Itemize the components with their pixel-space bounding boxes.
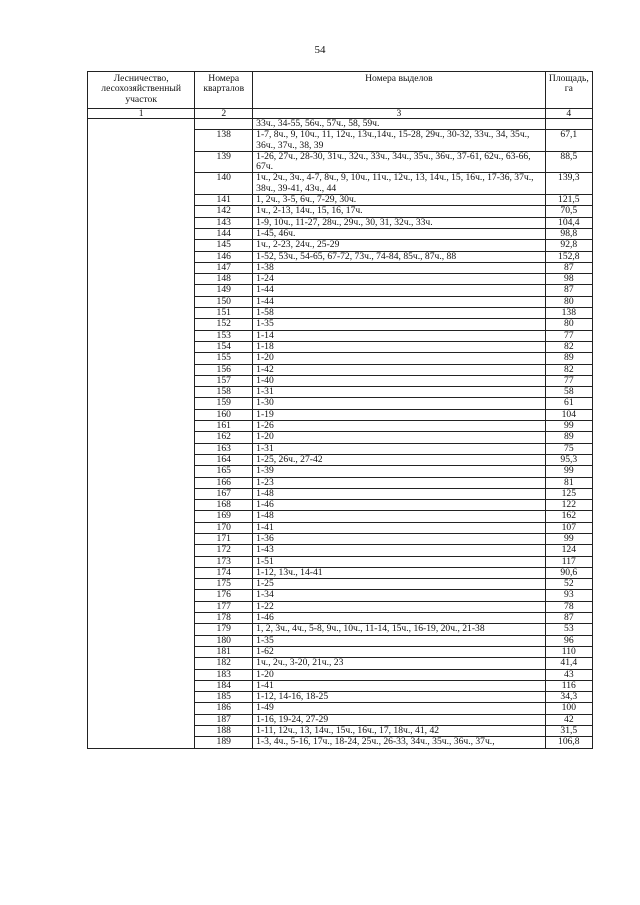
area-cell: 99 xyxy=(545,533,592,544)
area-cell: 125 xyxy=(545,488,592,499)
allotments-cell: 1-42 xyxy=(253,364,545,375)
quarter-cell: 165 xyxy=(195,466,253,477)
area-cell: 53 xyxy=(545,624,592,635)
area-cell: 89 xyxy=(545,432,592,443)
area-cell: 93 xyxy=(545,590,592,601)
quarter-cell: 146 xyxy=(195,251,253,262)
allotments-cell: 1-25, 26ч., 27-42 xyxy=(253,454,545,465)
allotments-cell: 1-12, 13ч., 14-41 xyxy=(253,567,545,578)
quarter-cell: 148 xyxy=(195,274,253,285)
allotments-cell: 1-40 xyxy=(253,375,545,386)
quarter-cell: 179 xyxy=(195,624,253,635)
quarter-cell: 151 xyxy=(195,308,253,319)
quarter-cell: 160 xyxy=(195,409,253,420)
area-cell: 52 xyxy=(545,579,592,590)
allotments-cell: 1-20 xyxy=(253,432,545,443)
quarter-cell: 155 xyxy=(195,353,253,364)
allotments-cell: 1-12, 14-16, 18-25 xyxy=(253,692,545,703)
allotments-cell: 1-36 xyxy=(253,533,545,544)
area-cell: 98,8 xyxy=(545,228,592,239)
area-cell: 99 xyxy=(545,421,592,432)
area-cell: 80 xyxy=(545,296,592,307)
quarter-cell: 170 xyxy=(195,522,253,533)
allotments-cell: 1ч., 2-13, 14ч., 15, 16, 17ч. xyxy=(253,206,545,217)
table-row xyxy=(88,119,593,130)
allotments-cell: 1-34 xyxy=(253,590,545,601)
area-cell: 43 xyxy=(545,669,592,680)
allotments-cell: 1-44 xyxy=(253,296,545,307)
area-cell: 81 xyxy=(545,477,592,488)
allotments-cell: 1-51 xyxy=(253,556,545,567)
allotments-cell: 1-35 xyxy=(253,319,545,330)
quarter-cell: 140 xyxy=(195,173,253,195)
quarter-cell: 145 xyxy=(195,240,253,251)
allotments-cell: 1-14 xyxy=(253,330,545,341)
header-allotments: Номера выделов xyxy=(253,72,545,109)
allotments-cell: 1-23 xyxy=(253,477,545,488)
quarter-cell: 153 xyxy=(195,330,253,341)
allotments-cell: 1ч., 2-23, 24ч., 25-29 xyxy=(253,240,545,251)
allotments-cell: 1-45, 46ч. xyxy=(253,228,545,239)
quarter-cell: 157 xyxy=(195,375,253,386)
quarter-cell: 175 xyxy=(195,579,253,590)
allotments-cell: 1-26 xyxy=(253,421,545,432)
area-cell: 99 xyxy=(545,466,592,477)
area-cell: 42 xyxy=(545,714,592,725)
quarter-cell: 185 xyxy=(195,692,253,703)
area-cell: 122 xyxy=(545,500,592,511)
quarter-cell: 174 xyxy=(195,567,253,578)
quarter-cell: 176 xyxy=(195,590,253,601)
page-number: 54 xyxy=(314,44,326,56)
quarter-cell: 167 xyxy=(195,488,253,499)
allotments-cell: 1-48 xyxy=(253,488,545,499)
quarter-cell: 166 xyxy=(195,477,253,488)
allotments-cell: 1-49 xyxy=(253,703,545,714)
area-cell: 106,8 xyxy=(545,737,592,748)
area-cell: 121,5 xyxy=(545,195,592,206)
area-cell: 138 xyxy=(545,308,592,319)
header-quarters: Номера кварталов xyxy=(195,72,253,109)
quarter-cell: 156 xyxy=(195,364,253,375)
area-cell: 92,8 xyxy=(545,240,592,251)
allotments-cell: 1ч., 2ч., 3-20, 21ч., 23 xyxy=(253,658,545,669)
allotments-cell: 1-52, 53ч., 54-65, 67-72, 73ч., 74-84, 85ч., 87ч., 88 xyxy=(253,251,545,262)
area-cell: 124 xyxy=(545,545,592,556)
area-cell: 117 xyxy=(545,556,592,567)
column-number: 3 xyxy=(253,109,545,119)
quarter-cell: 186 xyxy=(195,703,253,714)
allotments-cell: 1-22 xyxy=(253,601,545,612)
allotments-cell: 33ч., 34-55, 56ч., 57ч., 58, 59ч. xyxy=(253,119,545,130)
allotments-cell: 1-48 xyxy=(253,511,545,522)
quarter-cell: 171 xyxy=(195,533,253,544)
allotments-cell: 1-3, 4ч., 5-16, 17ч., 18-24, 25ч., 26-33, 34ч., 35ч., 36ч., 37ч., xyxy=(253,737,545,748)
column-number: 4 xyxy=(545,109,592,119)
column-number: 1 xyxy=(88,109,195,119)
quarter-cell: 178 xyxy=(195,613,253,624)
area-cell: 31,5 xyxy=(545,726,592,737)
area-cell: 77 xyxy=(545,375,592,386)
allotments-cell: 1-46 xyxy=(253,613,545,624)
area-cell: 80 xyxy=(545,319,592,330)
column-number-row xyxy=(88,109,593,119)
quarter-cell: 173 xyxy=(195,556,253,567)
forest-table xyxy=(87,71,593,749)
allotments-cell: 1-18 xyxy=(253,341,545,352)
area-cell: 96 xyxy=(545,635,592,646)
area-cell: 34,3 xyxy=(545,692,592,703)
quarter-cell: 159 xyxy=(195,398,253,409)
allotments-cell: 1-20 xyxy=(253,669,545,680)
area-cell: 87 xyxy=(545,613,592,624)
quarter-cell: 181 xyxy=(195,646,253,657)
area-cell: 70,5 xyxy=(545,206,592,217)
allotments-cell: 1-62 xyxy=(253,646,545,657)
allotments-cell: 1-44 xyxy=(253,285,545,296)
quarter-cell: 143 xyxy=(195,217,253,228)
quarter-cell: 187 xyxy=(195,714,253,725)
quarter-cell: 154 xyxy=(195,341,253,352)
quarter-cell: 189 xyxy=(195,737,253,748)
allotments-cell: 1-43 xyxy=(253,545,545,556)
area-cell: 77 xyxy=(545,330,592,341)
area-cell: 78 xyxy=(545,601,592,612)
quarter-cell: 150 xyxy=(195,296,253,307)
quarter-cell: 169 xyxy=(195,511,253,522)
area-cell: 82 xyxy=(545,364,592,375)
quarter-cell: 149 xyxy=(195,285,253,296)
area-cell: 95,3 xyxy=(545,454,592,465)
allotments-cell: 1-24 xyxy=(253,274,545,285)
allotments-cell: 1-39 xyxy=(253,466,545,477)
area-cell: 41,4 xyxy=(545,658,592,669)
area-cell: 110 xyxy=(545,646,592,657)
allotments-cell: 1-41 xyxy=(253,680,545,691)
area-cell: 89 xyxy=(545,353,592,364)
allotments-cell: 1, 2ч., 3-5, 6ч., 7-29, 30ч. xyxy=(253,195,545,206)
allotments-cell: 1-11, 12ч., 13, 14ч., 15ч., 16ч., 17, 18ч., 41, 42 xyxy=(253,726,545,737)
area-cell: 100 xyxy=(545,703,592,714)
quarter-cell: 172 xyxy=(195,545,253,556)
quarter-cell: 138 xyxy=(195,130,253,152)
quarter-cell: 139 xyxy=(195,151,253,173)
area-cell: 87 xyxy=(545,262,592,273)
quarter-cell: 144 xyxy=(195,228,253,239)
allotments-cell: 1-46 xyxy=(253,500,545,511)
area-cell: 104,4 xyxy=(545,217,592,228)
header-forestry: Лесничество, лесохозяйственный участок xyxy=(88,72,195,109)
allotments-cell: 1-41 xyxy=(253,522,545,533)
quarter-cell: 161 xyxy=(195,421,253,432)
area-cell: 139,3 xyxy=(545,173,592,195)
quarter-cell xyxy=(195,119,253,130)
allotments-cell: 1-35 xyxy=(253,635,545,646)
area-cell: 90,6 xyxy=(545,567,592,578)
allotments-cell: 1-38 xyxy=(253,262,545,273)
quarter-cell: 177 xyxy=(195,601,253,612)
quarter-cell: 164 xyxy=(195,454,253,465)
allotments-cell: 1-16, 19-24, 27-29 xyxy=(253,714,545,725)
area-cell: 88,5 xyxy=(545,151,592,173)
header-area: Площадь, га xyxy=(545,72,592,109)
allotments-cell: 1-31 xyxy=(253,387,545,398)
allotments-cell: 1-19 xyxy=(253,409,545,420)
forestry-cell xyxy=(88,119,195,749)
quarter-cell: 183 xyxy=(195,669,253,680)
area-cell: 87 xyxy=(545,285,592,296)
area-cell xyxy=(545,119,592,130)
quarter-cell: 147 xyxy=(195,262,253,273)
quarter-cell: 168 xyxy=(195,500,253,511)
quarter-cell: 182 xyxy=(195,658,253,669)
allotments-cell: 1-31 xyxy=(253,443,545,454)
allotments-cell: 1-25 xyxy=(253,579,545,590)
area-cell: 82 xyxy=(545,341,592,352)
area-cell: 152,8 xyxy=(545,251,592,262)
area-cell: 75 xyxy=(545,443,592,454)
area-cell: 104 xyxy=(545,409,592,420)
quarter-cell: 184 xyxy=(195,680,253,691)
allotments-cell: 1, 2, 3ч., 4ч., 5-8, 9ч., 10ч., 11-14, 15ч., 16-19, 20ч., 21-38 xyxy=(253,624,545,635)
quarter-cell: 188 xyxy=(195,726,253,737)
allotments-cell: 1-9, 10ч., 11-27, 28ч., 29ч., 30, 31, 32ч., 33ч. xyxy=(253,217,545,228)
allotments-cell: 1-30 xyxy=(253,398,545,409)
quarter-cell: 142 xyxy=(195,206,253,217)
quarter-cell: 141 xyxy=(195,195,253,206)
quarter-cell: 162 xyxy=(195,432,253,443)
area-cell: 107 xyxy=(545,522,592,533)
allotments-cell: 1-26, 27ч., 28-30, 31ч., 32ч., 33ч., 34ч., 35ч., 36ч., 37-61, 62ч., 63-66, 67ч. xyxy=(253,151,545,173)
quarter-cell: 158 xyxy=(195,387,253,398)
quarter-cell: 152 xyxy=(195,319,253,330)
allotments-cell: 1ч., 2ч., 3ч., 4-7, 8ч., 9, 10ч., 11ч., 12ч., 13, 14ч., 15, 16ч., 17-36, 37ч., 38ч., 39-41, 43ч., 44 xyxy=(253,173,545,195)
area-cell: 162 xyxy=(545,511,592,522)
area-cell: 98 xyxy=(545,274,592,285)
area-cell: 67,1 xyxy=(545,130,592,152)
table-header-row xyxy=(88,72,593,109)
allotments-cell: 1-7, 8ч., 9, 10ч., 11, 12ч., 13ч.,14ч., 15-28, 29ч., 30-32, 33ч., 34, 35ч., 36ч., 37ч., 38, 39 xyxy=(253,130,545,152)
area-cell: 58 xyxy=(545,387,592,398)
allotments-cell: 1-20 xyxy=(253,353,545,364)
area-cell: 116 xyxy=(545,680,592,691)
allotments-cell: 1-58 xyxy=(253,308,545,319)
quarter-cell: 180 xyxy=(195,635,253,646)
column-number: 2 xyxy=(195,109,253,119)
area-cell: 61 xyxy=(545,398,592,409)
quarter-cell: 163 xyxy=(195,443,253,454)
